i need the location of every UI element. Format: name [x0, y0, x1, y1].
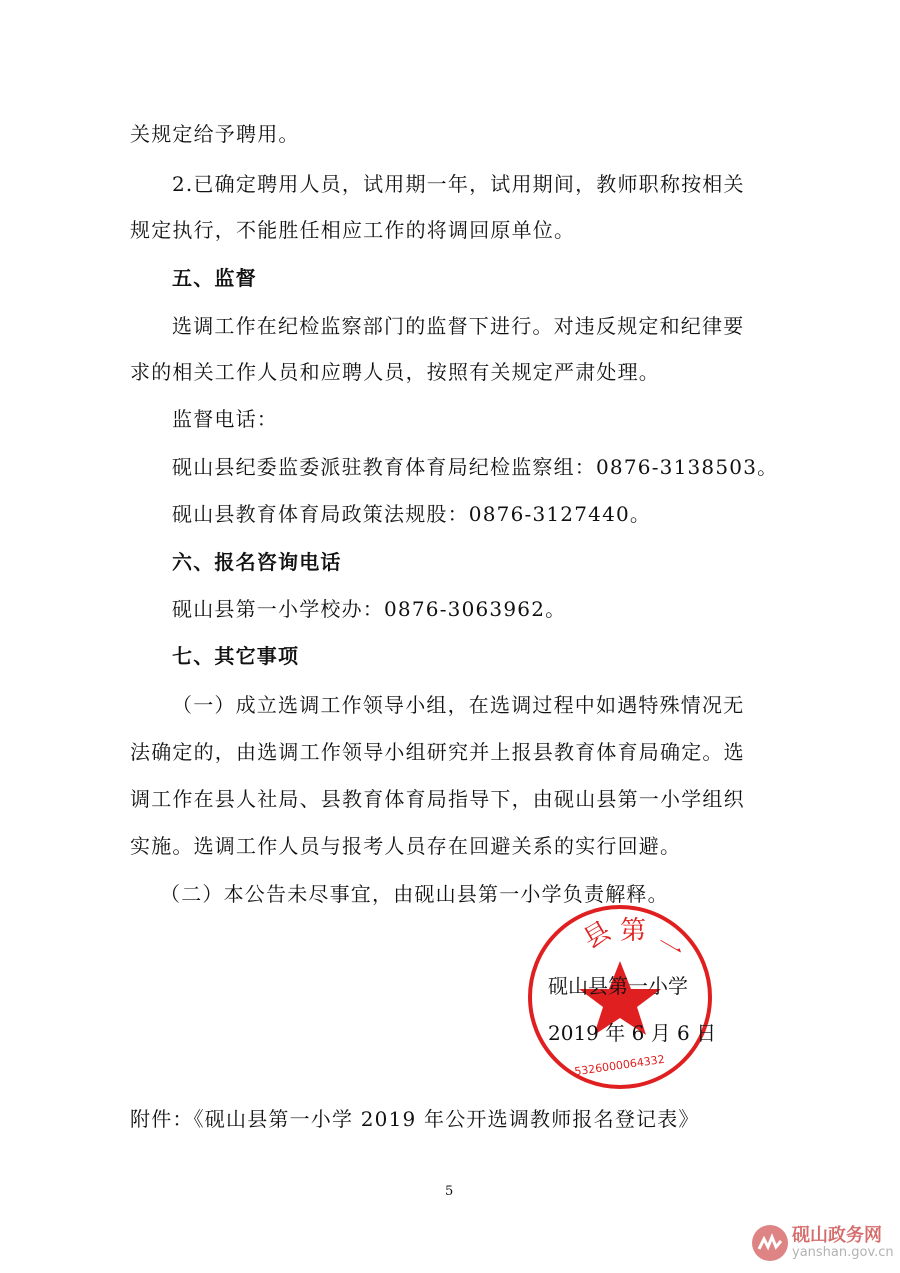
- text-line: 求的相关工作人员和应聘人员，按照有关规定严肃处理。: [130, 360, 660, 384]
- svg-text:第: 第: [620, 916, 647, 946]
- phone-line: 砚山县第一小学校办：0876-3063962。: [172, 597, 567, 621]
- text-line: 调工作在县人社局、县教育体育局指导下，由砚山县第一小学组织: [130, 787, 745, 811]
- svg-text:5326000064332: 5326000064332: [573, 1052, 666, 1079]
- mountain-logo-icon: [752, 1225, 788, 1261]
- text-line: 监督电话：: [172, 407, 278, 431]
- page-number: 5: [445, 1184, 454, 1199]
- section-heading: 五、监督: [172, 266, 257, 290]
- signature-date: 2019 年 6 月 6 日: [548, 1021, 717, 1045]
- text-line: 选调工作在纪检监察部门的监督下进行。对违反规定和纪律要: [172, 314, 745, 338]
- watermark-cn: 砚山政务网: [792, 1225, 882, 1246]
- text-line: 法确定的，由选调工作领导小组研究并上报县教育体育局确定。选: [130, 740, 745, 764]
- phone-line: 砚山县纪委监委派驻教育体育局纪检监察组：0876-3138503。: [172, 455, 779, 479]
- text-line: 规定执行，不能胜任相应工作的将调回原单位。: [130, 218, 576, 242]
- svg-text:县: 县: [578, 916, 617, 956]
- section-heading: 六、报名咨询电话: [172, 550, 342, 574]
- phone-line: 砚山县教育体育局政策法规股：0876-3127440。: [172, 502, 652, 526]
- text-line: 2.已确定聘用人员，试用期一年，试用期间，教师职称按相关: [172, 172, 745, 196]
- site-watermark: [752, 1225, 894, 1261]
- watermark-en: yanshan.gov.cn: [792, 1245, 894, 1260]
- signature-org: 砚山县第一小学: [548, 974, 688, 998]
- attachment-line: 附件：《砚山县第一小学 2019 年公开选调教师报名登记表》: [130, 1107, 700, 1131]
- text-line: （一）成立选调工作领导小组，在选调过程中如遇特殊情况无: [172, 693, 745, 717]
- text-line: （二）本公告未尽事宜，由砚山县第一小学负责解释。: [160, 882, 669, 906]
- section-heading: 七、其它事项: [172, 644, 300, 668]
- text-line: 关规定给予聘用。: [130, 122, 300, 146]
- text-line: 实施。选调工作人员与报考人员存在回避关系的实行回避。: [130, 834, 682, 858]
- svg-text:一: 一: [650, 929, 689, 969]
